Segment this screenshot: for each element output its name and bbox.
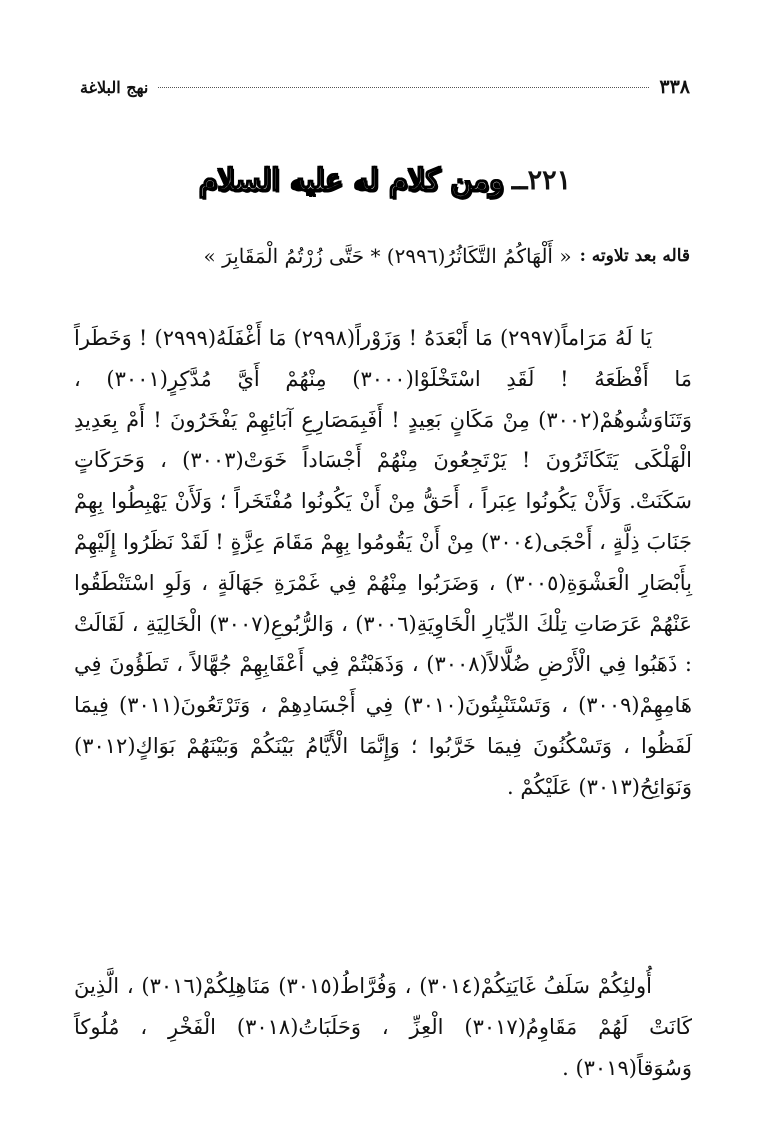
- quranic-verse: « أَلْهَاكُمُ التَّكَاثُرُ(٢٩٩٦) * حَتَّى زُرْتُمُ الْمَقَابِرَ »: [203, 244, 572, 268]
- sermon-paragraph-1: يَا لَهُ مَرَاماً(٢٩٩٧) مَا أَبْعَدَهُ ! وَزَوْراً(٢٩٩٨) مَا أَغْفَلَهُ(٢٩٩٩) ! وَخَطَراً مَا أَفْظَعَهُ ! لَقَدِ اسْتَخْلَوْا(٣٠٠٠) مِنْهُمْ أَيَّ مُدَّكِرٍ(٣٠٠١) ، وَتَنَاوَشُوهُمْ(٣٠٠٢) مِنْ مَكَانٍ بَعِيدٍ ! أَفَبِمَصَارِعِ آبَائِهِمْ يَفْخَرُونَ ! أَمْ بِعَدِيدِ الْهَلْكَى يَتَكَاثَرُونَ ! يَرْتَجِعُونَ مِنْهُمْ أَجْسَاداً خَوَتْ(٣٠٠٣) ، وَحَرَكَاتٍ سَكَنَتْ. وَلَأَنْ يَكُونُوا عِبَراً ، أَحَقُّ مِنْ أَنْ يَكُونُوا مُفْتَخَراً ؛ وَلَأَنْ يَهْبِطُوا بِهِمْ جَنَابَ ذِلَّةٍ ، أَحْجَى(٣٠٠٤) مِنْ أَنْ يَقُومُوا بِهِمْ مَقَامَ عِزَّةٍ ! لَقَدْ نَظَرُوا إِلَيْهِمْ بِأَبْصَارِ الْعَشْوَةِ(٣٠٠٥) ، وَضَرَبُوا مِنْهُمْ فِي غَمْرَةِ جَهَالَةٍ ، وَلَوِ اسْتَنْطَقُوا عَنْهُمْ عَرَصَاتِ تِلْكَ الدِّيَارِ الْخَاوِيَةِ(٣٠٠٦) ، وَالرُّبُوعِ(٣٠٠٧) الْخَالِيَةِ ، لَقَالَتْ : ذَهَبُوا فِي الْأَرْضِ ضُلَّالاً(٣٠٠٨) ، وَذَهَبْتُمْ فِي أَعْقَابِهِمْ جُهَّالاً ، تَطَؤُونَ فِي هَامِهِمْ(٣٠٠٩) ، وَتَسْتَنْبِتُونَ(٣٠١٠) فِي أَجْسَادِهِمْ ، وَتَرْتَعُونَ(٣٠١١) فِيمَا لَفَظُوا ، وَتَسْكُنُونَ فِيمَا خَرَّبُوا ؛ وَإِنَّمَا الْأَيَّامُ بَيْنَكُمْ وَبَيْنَهُمْ بَوَاكٍ(٣٠١٢) وَنَوَائِحُ(٣٠١٣) عَلَيْكُمْ .: [74, 326, 693, 799]
- intro-label: قاله بعد تلاوته :: [579, 246, 690, 266]
- header-dotted-leader: [158, 87, 649, 88]
- running-header: [80, 72, 690, 102]
- section-title: ومن كلام له عليه السلام: [198, 162, 504, 198]
- section-number: ٢٢١ــ: [511, 164, 572, 196]
- book-title: نهج البلاغة: [80, 77, 149, 97]
- section-heading: [80, 150, 690, 210]
- intro-line: [80, 236, 690, 276]
- page-number: ٣٣٨: [659, 76, 690, 98]
- sermon-paragraph-2: أُولئِكُمْ سَلَفُ غَايَتِكُمْ(٣٠١٤) ، وَفُرَّاطُ(٣٠١٥) مَنَاهِلِكُمْ(٣٠١٦) ، الَّذِينَ كَانَتْ لَهُمْ مَقَاوِمُ(٣٠١٧) الْعِزِّ ، وَحَلَبَاتُ(٣٠١٨) الْفَخْرِ ، مُلُوكاً وَسُوَقاً(٣٠١٩) .: [74, 974, 692, 1080]
